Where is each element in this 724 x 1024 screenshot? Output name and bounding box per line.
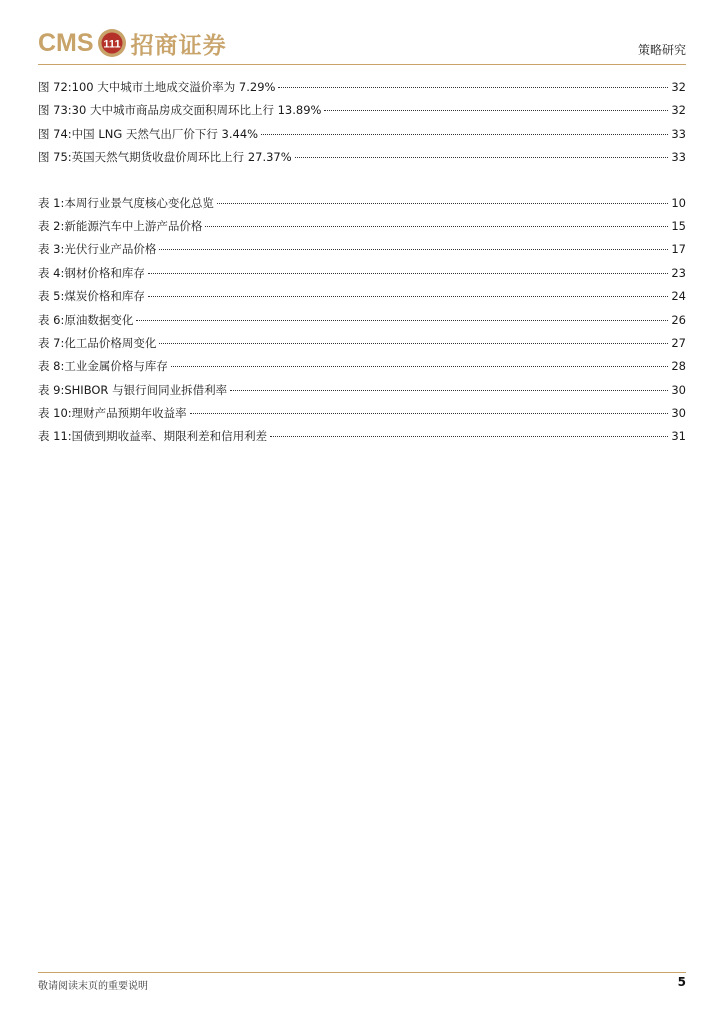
figure-list xyxy=(38,76,686,170)
toc-table-entry[interactable] xyxy=(38,285,686,308)
toc-figure-entry[interactable] xyxy=(38,146,686,169)
toc-table-entry-leader xyxy=(190,413,669,414)
toc-figure-entry-title: 100 大中城市土地成交溢价率为 7.29% xyxy=(71,80,276,94)
page-header xyxy=(38,26,686,62)
toc-table-entry-page: 15 xyxy=(671,218,686,233)
toc-table-entry[interactable] xyxy=(38,332,686,355)
page-number: 5 xyxy=(677,975,686,989)
toc-table-entry[interactable] xyxy=(38,192,686,215)
toc-figure-entry-page: 33 xyxy=(671,150,686,165)
toc-figure-entry-label: 图 75: xyxy=(38,150,72,165)
toc-table-entry[interactable] xyxy=(38,425,686,448)
footer-divider xyxy=(38,972,686,973)
toc-table-entry-page: 17 xyxy=(671,242,686,257)
toc-figure-entry-leader xyxy=(295,157,669,158)
toc-table-entry-title: 光伏行业产品价格 xyxy=(64,242,157,257)
toc-figure-entry[interactable] xyxy=(38,99,686,122)
toc-table-entry-label: 表 3: xyxy=(38,242,65,257)
toc-table-entry-label: 表 9: xyxy=(38,382,65,397)
toc-table-entry-title: 化工品价格周变化 xyxy=(64,335,157,350)
toc-figure-entry-label: 图 72: xyxy=(38,80,72,94)
toc-figure-entry[interactable] xyxy=(38,76,686,99)
toc-table-entry-page: 30 xyxy=(671,406,686,421)
toc-table-entry-page: 27 xyxy=(671,335,686,350)
header-divider xyxy=(38,64,686,65)
toc-table-entry[interactable] xyxy=(38,309,686,332)
toc-table-entry-label: 表 2: xyxy=(38,218,65,233)
table-of-contents xyxy=(38,76,686,449)
toc-table-entry-leader xyxy=(136,320,668,321)
toc-figure-entry[interactable] xyxy=(38,123,686,146)
toc-table-entry-leader xyxy=(171,366,669,367)
toc-figure-entry-title: 英国天然气期货收盘价周环比上行 27.37% xyxy=(71,150,292,165)
toc-table-entry[interactable] xyxy=(38,262,686,285)
toc-table-entry-leader xyxy=(205,226,668,227)
toc-table-entry-page: 24 xyxy=(671,289,686,304)
toc-table-entry-title: 煤炭价格和库存 xyxy=(64,289,145,304)
toc-table-entry-label: 表 7: xyxy=(38,335,65,350)
toc-figure-entry-label: 图 73: xyxy=(38,103,72,118)
toc-table-entry-leader xyxy=(217,203,669,204)
toc-table-entry-page: 26 xyxy=(671,312,686,327)
toc-table-entry-title: 理财产品预期年收益率 xyxy=(71,406,187,421)
toc-table-entry[interactable] xyxy=(38,355,686,378)
toc-table-entry-title: SHIBOR 与银行间同业拆借利率 xyxy=(64,382,228,397)
logo-cms-text: CMS xyxy=(38,28,94,57)
company-logo xyxy=(38,26,227,60)
toc-figure-entry-leader xyxy=(261,134,668,135)
toc-table-entry-label: 表 5: xyxy=(38,289,65,304)
toc-table-entry-page: 30 xyxy=(671,382,686,397)
toc-figure-entry-label: 图 74: xyxy=(38,126,72,141)
toc-figure-entry-leader xyxy=(278,87,668,88)
toc-table-entry-page: 28 xyxy=(671,359,686,374)
table-list xyxy=(38,192,686,449)
toc-table-entry-leader xyxy=(148,296,669,297)
toc-figure-entry-page: 32 xyxy=(671,103,686,118)
toc-table-entry-leader xyxy=(159,249,668,250)
toc-figure-entry-title: 30 大中城市商品房成交面积周环比上行 13.89% xyxy=(71,103,322,118)
toc-table-entry-label: 表 4: xyxy=(38,265,65,280)
toc-table-entry-title: 本周行业景气度核心变化总览 xyxy=(64,195,214,210)
toc-table-entry-title: 国债到期收益率、期限利差和信用利差 xyxy=(71,429,268,444)
toc-figure-entry-page: 32 xyxy=(671,80,686,94)
logo-seal-icon xyxy=(97,28,127,58)
disclaimer-note: 敬请阅读末页的重要说明 xyxy=(38,981,148,992)
toc-table-entry-label: 表 1: xyxy=(38,195,65,210)
toc-table-entry-label: 表 6: xyxy=(38,312,65,327)
toc-figure-entry-page: 33 xyxy=(671,126,686,141)
toc-table-entry-leader xyxy=(230,390,668,391)
toc-figure-entry-title: 中国 LNG 天然气出厂价下行 3.44% xyxy=(71,126,259,141)
toc-table-entry-page: 10 xyxy=(671,195,686,210)
logo-chinese-name: 招商证券 xyxy=(130,32,227,59)
toc-table-entry-leader xyxy=(270,436,668,437)
toc-table-entry-leader xyxy=(148,273,669,274)
toc-table-entry-title: 原油数据变化 xyxy=(64,312,134,327)
toc-table-entry[interactable] xyxy=(38,379,686,402)
toc-table-entry[interactable] xyxy=(38,238,686,261)
toc-table-entry-label: 表 11: xyxy=(38,429,72,444)
department-label: 策略研究 xyxy=(637,43,686,57)
toc-table-entry-page: 23 xyxy=(671,265,686,280)
toc-table-entry-leader xyxy=(159,343,668,344)
toc-table-entry-label: 表 8: xyxy=(38,359,65,374)
toc-table-entry-page: 31 xyxy=(671,429,686,444)
toc-table-entry-title: 新能源汽车中上游产品价格 xyxy=(64,218,203,233)
toc-figure-entry-leader xyxy=(324,110,668,111)
logo-seal-text: 111 xyxy=(102,38,121,51)
toc-table-entry-title: 工业金属价格与库存 xyxy=(64,359,168,374)
toc-table-entry-title: 钢材价格和库存 xyxy=(64,265,145,280)
toc-table-entry[interactable] xyxy=(38,215,686,238)
toc-table-entry-label: 表 10: xyxy=(38,406,72,421)
toc-table-entry[interactable] xyxy=(38,402,686,425)
